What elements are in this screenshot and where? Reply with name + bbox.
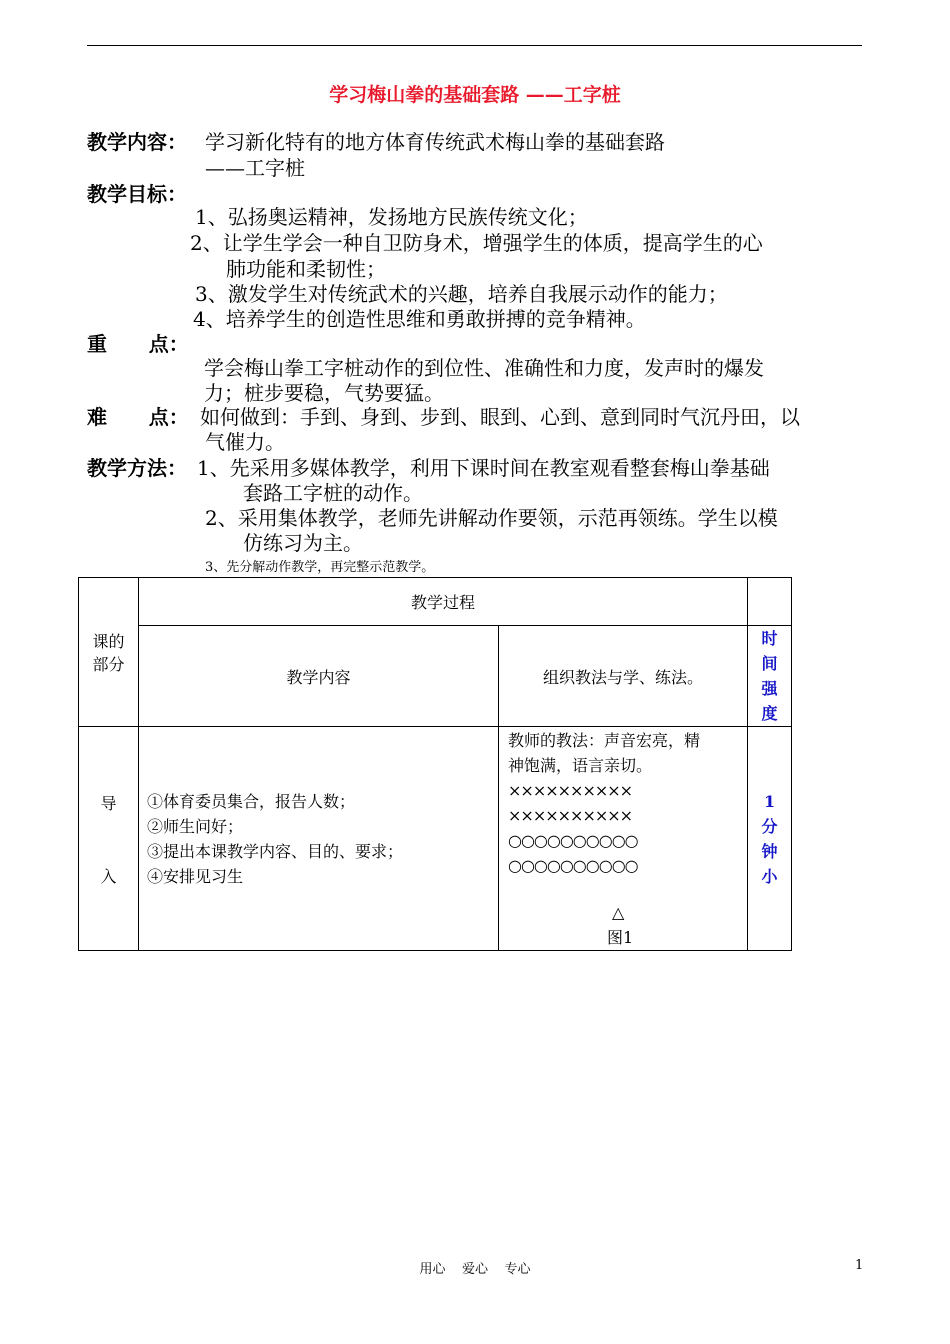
time-header-char-2: 间 xyxy=(761,654,778,673)
method-item-3: 3、先分解动作教学，再完整示范教学。 xyxy=(205,560,435,575)
content-item-2: ②师生问好； xyxy=(147,816,244,836)
method-item-1-line2: 套路工字桩的动作。 xyxy=(243,481,423,505)
content-line2: ——工字桩 xyxy=(205,156,305,180)
time-char-3: 钟 xyxy=(761,841,778,861)
page-number: 1 xyxy=(855,1258,864,1273)
part-header-line2: 部分 xyxy=(92,655,125,674)
content-item-4: ④安排见习生 xyxy=(147,866,244,886)
content-line1: 学习新化特有的地方体育传统武术梅山拳的基础套路 xyxy=(205,130,665,154)
time-header xyxy=(748,626,792,727)
content-cell xyxy=(139,727,499,951)
goal-item-4: 4、培养学生的创造性思维和勇敢拼搏的竞争精神。 xyxy=(193,307,646,331)
difficulty-line2: 气催力。 xyxy=(205,430,285,454)
formation-row-2: ×××××××××× xyxy=(508,806,633,825)
org-line2: 神饱满，语言亲切。 xyxy=(508,756,653,775)
teacher-triangle-icon: △ xyxy=(612,903,625,922)
lesson-table xyxy=(78,577,792,951)
org-header: 组织教法与学、练法。 xyxy=(499,626,748,727)
time-header-char-3: 强 xyxy=(761,679,778,698)
formation-row-3: ○○○○○○○○○○ xyxy=(508,831,638,850)
process-header: 教学过程 xyxy=(139,578,748,626)
method-item-2-line2: 仿练习为主。 xyxy=(243,531,363,555)
formation-row-1: ×××××××××× xyxy=(508,781,633,800)
goal-item-3: 3、激发学生对传统武术的兴趣，培养自我展示动作的能力； xyxy=(195,282,728,306)
part-char-1: 导 xyxy=(100,793,117,813)
goal-item-1: 1、弘扬奥运精神，发扬地方民族传统文化； xyxy=(195,205,588,229)
time-header-char-1: 时 xyxy=(761,629,778,648)
difficulty-label: 难 点： xyxy=(87,405,189,429)
content-item-1: ①体育委员集合，报告人数； xyxy=(147,791,356,811)
time-char-2: 分 xyxy=(761,816,778,836)
time-char-4: 小 xyxy=(761,866,778,886)
formation-row-4: ○○○○○○○○○○ xyxy=(508,856,638,875)
goal-item-2-line2: 肺功能和柔韧性； xyxy=(226,257,386,281)
footer-motto: 用心 爱心 专心 xyxy=(419,1262,531,1277)
org-cell xyxy=(499,727,748,951)
part-char-2: 入 xyxy=(100,866,117,886)
time-header-char-4: 度 xyxy=(761,704,778,723)
content-label: 教学内容： xyxy=(87,130,187,154)
figure-label: 图1 xyxy=(607,928,634,947)
org-line1: 教师的教法：声音宏亮，精 xyxy=(508,731,701,750)
key-point-line2: 力；桩步要稳，气势要猛。 xyxy=(204,381,444,405)
methods-label: 教学方法： xyxy=(87,456,187,480)
document-title: 学习梅山拳的基础套路 ——工字桩 xyxy=(329,84,621,106)
time-char-1: 1 xyxy=(763,791,776,811)
part-cell xyxy=(79,727,139,951)
goal-item-2-line1: 2、让学生学会一种自卫防身术，增强学生的体质，提高学生的心 xyxy=(190,231,763,255)
key-point-label: 重 点： xyxy=(87,332,189,356)
difficulty-line1: 如何做到：手到、身到、步到、眼到、心到、意到同时气沉丹田，以 xyxy=(200,405,800,429)
part-header-cell xyxy=(79,578,139,727)
part-header-line1: 课的 xyxy=(92,632,125,651)
time-cell xyxy=(748,727,792,951)
header-blank-cell xyxy=(748,578,792,626)
method-item-1-line1: 1、先采用多媒体教学，利用下课时间在教室观看整套梅山拳基础 xyxy=(197,456,770,480)
header-rule xyxy=(87,45,862,46)
goals-label: 教学目标： xyxy=(87,182,187,206)
method-item-2-line1: 2、采用集体教学，老师先讲解动作要领，示范再领练。学生以模 xyxy=(205,506,778,530)
content-item-3: ③提出本课教学内容、目的、要求； xyxy=(147,841,404,861)
key-point-line1: 学会梅山拳工字桩动作的到位性、准确性和力度，发声时的爆发 xyxy=(204,356,764,380)
content-header: 教学内容 xyxy=(139,626,499,727)
